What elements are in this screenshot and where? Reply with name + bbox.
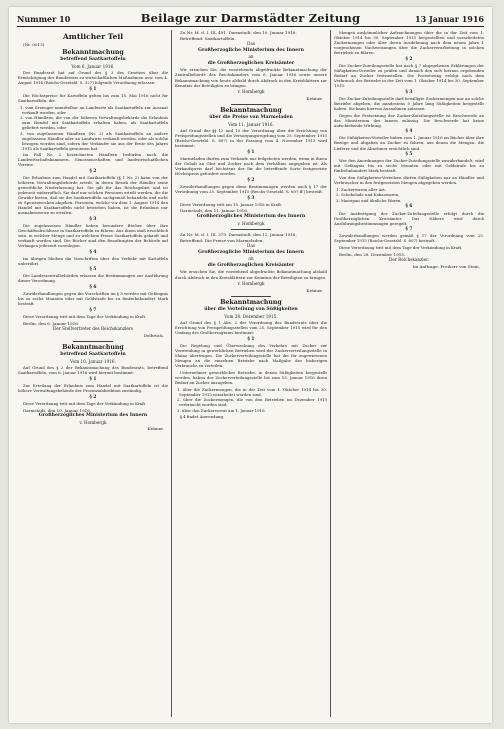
paragraph: Die Landeszentralbehörden erlassen die Bestimmungen zur Ausführung dieser Verordnung. <box>18 273 168 284</box>
ministry-name: Großherzogliches Ministerium des Innern <box>196 214 306 220</box>
paragraph: Die Ausfertigung der Zucker-Zuteilungsstelle erfolgt durch die Großherzoglichen Kreisämter. Das Nähere wird durch Ausführungsbestimmungen geregelt. <box>334 210 484 226</box>
notice-heading: Bekanntmachung <box>220 107 282 115</box>
column-middle <box>175 30 327 717</box>
section-number: § 1 <box>89 86 97 92</box>
place-date: Darmstadt, den 10. Januar 1916. <box>23 407 92 413</box>
section-number: § 4 <box>405 129 413 135</box>
section-number: § 6 <box>405 204 413 210</box>
paragraph: Wir ersuchen Sie, die vorstehend abgedruckte Bekanntmachung alsbald durch Abdruck in den Kreisblättern zur Kenntnis der Beteiligten zu bringen. <box>175 269 327 280</box>
list-item: 3. über den Zuckervorrat am 1. Januar 1916. <box>177 407 266 413</box>
signature: Krämer. <box>306 287 323 293</box>
paragraph: Auf Grund des § 1 Abs. 2 der Verordnung des Bundesrats über die Errichtung von Preisprüfungsstellen vom 25. September 1915 wird für den Umfang des Großherzogtums bestimmt: <box>175 320 327 336</box>
ministry-name: Großherzogliches Ministerium des Innern <box>38 413 148 419</box>
paragraph: Zuwiderhandlungen gegen diese Bestimmungen werden nach § 17 der Verordnung vom 25. September 1915 (Reichs-Gesetzbl. S. 607 ff.) bestraft. <box>175 183 327 194</box>
recipient-name: die Großherzoglichen Kreisämter <box>207 262 295 268</box>
paragraph: Zuwiderhandlungen gegen die Vorschriften im § 3 werden mit Gefängnis bis zu sechs Monaten oder mit Geldstrafe bis zu fünfzehnhundert Mark bestraft. <box>18 291 168 307</box>
paragraph: Auf Grund der §§ 12 und 15 der Verordnung über die Errichtung von Preisprüfungsstellen und die Versorgungsregelung vom 25. September 1915 (Reichs-Gesetzbl. S. 607) in der Fassung vom 4. November 1915 wird bestimmt: <box>175 128 327 149</box>
paragraph: Zur Erteilung der Erlaubnis zum Handel mit Saatkartoffeln ist die höhere Verwaltungsbehörde der Provinzialdirektion zuständig. <box>18 383 168 394</box>
paragraph: Mengeä auskömmlicher Aufzeichnungen über die in der Zeit vom 1. Oktober 1914 bis 30. September 1915 hergestellten und verarbeiteten Zuckermengen oder über deren Ausdehnung nach dem neuen Jahre 1 vorgesehenen Nachweisungen über die Zuckerverarbeitung in solchen Betrieben zu führen. <box>334 30 484 56</box>
issue-number: Nummer 10 <box>17 14 71 24</box>
column-right <box>334 30 484 717</box>
recipient-name: die Großherzoglichen Kreisämter <box>207 60 295 66</box>
paragraph: Auf Grund des § 2 der Bekanntmachung des Bundesrats, betreffend Saatkartoffeln, vom 6. Januar 1916 wird hiermit bestimmt: <box>18 365 168 376</box>
paragraph: Wir ersuchen Sie, die vorstehende abgedruckte Bekanntmachung der Zentralbehörde des Reichskanzlers vom 6. Januar 1916 sowie unsere Bekanntmachung von heute alsbald durch Abdruck in den Kreisblättern zur Kenntnis der Beteiligten zu bringen. <box>175 67 327 88</box>
newspaper-page <box>9 7 492 723</box>
section-number: § 2 <box>89 168 97 174</box>
list-item: 2. von Händlern, die von der höheren Verwaltungsbehörde die Erlaubnis zum Handel mit Saatkartoffeln erhalten haben, als Saatkartoffeln geliefert werden, oder <box>20 115 168 131</box>
section-number: § 3 <box>405 89 413 95</box>
paragraph: Diese Verordnung tritt mit dem Tage der Verkündung in Kraft. <box>339 245 463 251</box>
signer-title: Der Reichskanzler. <box>389 257 429 263</box>
reference-subject: Betreffend: Saatkartoffeln. <box>180 35 236 41</box>
list-item: 1. Zuckerwaren aller Art, <box>336 186 387 192</box>
section-number: § 2 <box>405 56 413 62</box>
reference-number: Zu Nr. M. d. I. III. 379. Darmstadt, den 11. Januar 1916. <box>180 232 297 238</box>
notice-subheading: betreffend Saatkartoffeln <box>60 57 126 63</box>
section-number: § 5 <box>405 152 413 158</box>
reference-number: Zu Nr. M. d. I. III. 491. Darmstadt, den 10. Januar 1916. <box>180 30 297 35</box>
separator <box>231 296 271 297</box>
place-date: Darmstadt, den 11. Januar 1916. <box>180 208 249 214</box>
place-date: Berlin, den 6. Januar 1916. <box>23 320 80 326</box>
signer-title: Der Stellvertreter des Reichskanzlers <box>52 326 134 332</box>
address-word: an <box>248 256 254 262</box>
notice-date: Vom 28. Dezember 1915. <box>224 313 278 319</box>
section-number: § 7 <box>89 307 97 313</box>
section-number: § 2 <box>89 394 97 400</box>
section-number: § 1 <box>247 149 255 155</box>
list-item: 2. über die Zuckermengen, die von den Betrieben im Dezember 1915 verbraucht worden sind, <box>177 397 327 408</box>
minister-name: v. Hombergk <box>237 281 265 287</box>
ministry-name: Großherzogliche Ministerium des Innern <box>198 47 304 53</box>
signature: Krämer. <box>306 95 323 101</box>
section-number: § 5 <box>89 267 97 273</box>
list-item: 2. Schokolade und Kakaowaren, <box>336 192 400 198</box>
newspaper-title: Beilage zur Darmstädter Zeitung <box>140 11 361 25</box>
place-date: Berlin, den 28. Dezember 1915. <box>339 251 406 257</box>
paragraph: Wer den Anordnungen der Zucker-Zuteilungsstelle zuwiderhandelt, wird mit Gefängnis bis zu sechs Monaten oder mit Geldstrafe bis zu fünfzehnhundert Mark bestraft. <box>334 158 484 174</box>
paragraph: Im übrigen bleiben die Vorschriften über den Verkehr mit Kartoffeln unberührt. <box>18 255 168 266</box>
column-divider <box>171 30 172 717</box>
notice-heading: Bekanntmachung <box>62 344 124 352</box>
notice-heading: Bekanntmachung <box>220 299 282 307</box>
paragraph: Im Fall Nr. 2 bezeichneten Händlern bedürfen auch die Landwirtschaftskammern, Genossenschaften und landwirtschaftlichen Vereine. <box>18 151 168 167</box>
paragraph: Der Bundesrat hat auf Grund des § 3 des Gesetzes über die Ermächtigung des Bundesrats zu wirtschaftlichen Maßnahmen usw. vom 4. August 1914 (Reichs-Gesetzbl. S. 327) folgende Verordnung erlassen: <box>18 70 168 86</box>
ministry-name: Großherzogliche Ministerium des Innern <box>198 249 304 255</box>
paragraph: Die Zucker-Zuteilungsstelle hat nach § 7 abgegebenen Erklärungen der Süßigkeiten-Verteiler zu prüfen und danach den sich hieraus ergebenden Bedarf an Zucker festzustellen. Die Festsetzung erfolgt nach dem Verbrauch der Betriebe in der Zeit vom 1. Oktober 1914 bis 30. September 1915. <box>334 62 484 89</box>
paragraph: § 4 findet Anwendung. <box>180 413 225 419</box>
minister-name: v. Hombergk <box>237 220 265 226</box>
issue-date: 13 Januar 1916 <box>415 14 484 24</box>
paragraph: Von den Süßigkeiten-Verteilern dürfen Süßigkeiten nur an Händler und Verbraucher in den festgesetzten Mengen abgegeben werden. <box>334 174 484 186</box>
section-number: § 3 <box>89 216 97 222</box>
section-number: § 1 <box>247 336 255 342</box>
paragraph: Zuwiderhandlungen werden gemäß § 17 der Verordnung vom 25. September 1915 (Reichs-Gesetzbl. S. 607) bestraft. <box>334 233 484 244</box>
separator <box>231 104 271 105</box>
separator <box>73 341 113 342</box>
reference-subject: Betreffend: Die Preise von Marmeladen. <box>180 237 264 243</box>
reference-number: (Nr. 0013) <box>23 41 45 47</box>
list-item: 3. Marzipan und ähnliche Waren. <box>336 197 402 203</box>
signature: Delbrück. <box>143 332 164 338</box>
section-number: § 1 <box>89 377 97 383</box>
list-item: 1. vom Erzeuger unmittelbar an Landwirte als Saatkartoffeln zur Aussaat verkauft werden, oder <box>20 104 168 115</box>
address-word: an <box>248 54 254 60</box>
notice-subheading: über die Verteilung von Süßigkeiten <box>204 307 298 313</box>
paragraph: Gegen die Festsetzung der Zucker-Zuteilungsstelle ist Beschwerde an das Ministerium des Innern zulässig. Die Beschwerde hat keine aufschiebende Wirkung. <box>334 112 484 128</box>
paragraph: Die zugelassenen Händler haben besondere Bücher über ihre Geschäftsabschlüsse in Saatkartoffeln zu führen. Aus ihnen muß ersichtlich sein, in welcher Menge und zu welchem Preise Saatkartoffeln gekauft und verkauft worden sind. Die Bücher sind den Beauftragten der Behörde auf Verlangen jederzeit vorzulegen. <box>18 222 168 248</box>
address-from: Das <box>246 41 255 47</box>
section-number: § 7 <box>405 227 413 233</box>
section-number: § 2 <box>247 177 255 183</box>
section-number: § 6 <box>89 285 97 291</box>
notice-subheading: über die Preise von Marmeladen <box>209 115 293 121</box>
signature: Im Auftrage: Freiherr von Stein. <box>412 263 480 269</box>
paragraph: Die Zucker-Zuteilungsstelle darf bewilligte Zuckermengen nur an solche Betriebe abgeben, die mindestens 5 Jahre lang Süßigkeiten hergestellt haben. Sie kann hiervon Ausnahmen zulassen. <box>334 95 484 111</box>
paragraph: Die Regelung und Überwachung des Verkehrs mit Zucker zur Verwendung in gewerblichen Betrieben wird der Zuckerverteilungsstelle in Mainz übertragen. Die Zuckerverteilungsstelle hat die ihr zugewiesenen Mengen an die einzelnen Betriebe nach Maßgabe des bisherigen Verbrauchs zu verteilen. <box>175 343 327 369</box>
list-item: 1. über die Zuckermengen, die in der Zeit vom 1. Oktober 1914 bis 30. September 1915 verarbeitet worden sind, <box>177 386 327 397</box>
minister-name: v. Hombergk <box>237 89 265 95</box>
notice-date: Vom 6. Januar 1916. <box>71 63 115 69</box>
section-number: § 4 <box>89 249 97 255</box>
column-divider <box>330 30 331 717</box>
section-number: § 3 <box>247 195 255 201</box>
separator <box>231 229 271 230</box>
paragraph: Diese Verordnung tritt am 15. Januar 1916 in Kraft. <box>180 201 283 207</box>
notice-heading: Bekanntmachung <box>62 49 124 57</box>
paragraph: Die Erlaubnis zum Handel mit Saatkartoffeln (§ 1 Nr. 2) kann von der höheren Verwaltungsbehörde erteilt, in deren Bezirk der Händler seine gewerbliche Niederlassung hat. Sie gilt für das Reichsgebiet und ist jederzeit widerruflich. Sie darf nur solchen Personen erteilt werden, die die Gewähr bieten, daß sie die Saatkartoffeln sachgemäß behandeln und nicht zu Speisezwecken abgeben. Personen, welche vor dem 1. August 1914 den Handel mit Saatkartoffeln nicht betrieben haben, ist die Erlaubnis nur ausnahmsweise zu erteilen. <box>18 174 168 215</box>
paragraph: Marmeladen dürfen zum Verkaufe nur feilgeboten werden, wenn in ihnen der Gehalt an Obst und Zucker nach dem Verhältnis angegeben ist. Als Verkaufspreis darf höchstens der für die betreffende Sorte festgesetzte Höchstpreis gefordert werden. <box>175 156 327 177</box>
paragraph: Die Süßigkeiten-Verteiler haben vom 1. Januar 1916 an Bücher über ihre Bezüge und Abgaben an Zucker zu führen, aus denen die Mengen, die Lieferer und die Abnehmer ersichtlich sind. <box>334 135 484 151</box>
address-from: Das <box>246 243 255 249</box>
masthead <box>17 12 484 27</box>
paragraph: Unternehmer gewerblicher Betriebe, in denen Süßigkeiten hergestellt werden, haben der Zuckerverteilungsstelle bis zum 15. Januar 1916 ihren Bedarf an Zucker anzugeben. <box>175 369 327 385</box>
notice-subheading: betreffend Saatkartoffeln <box>60 352 126 358</box>
paragraph: Diese Verordnung tritt mit dem Tage der Verkündung in Kraft. <box>23 314 147 320</box>
column-left <box>18 30 168 717</box>
paragraph: Die Höchstpreise für Kartoffeln gelten bis zum 15. Mai 1916 nicht für Saatkartoffeln, die <box>18 92 168 103</box>
notice-date: Vom 11. Januar 1916. <box>228 121 274 127</box>
minister-name: v. Hombergk <box>79 419 107 425</box>
list-item: 3. von zugelassenen Händlern (Nr. 2) als Saatkartoffeln an andere zugelassene Händler oder an Landwirte verkauft werden, oder als solche bezogen worden sind, sofern der Verkäufer sie aus der Ernte des Jahres 1915 als Saatkartoffeln gewonnen hat. <box>20 131 168 152</box>
signature: Krämer. <box>147 426 164 432</box>
section-title: Amtlicher Teil <box>62 31 124 41</box>
paragraph: Diese Verordnung tritt mit dem Tage der Verkündung in Kraft. <box>23 400 147 406</box>
notice-date: Vom 10. Januar 1916. <box>70 358 116 364</box>
